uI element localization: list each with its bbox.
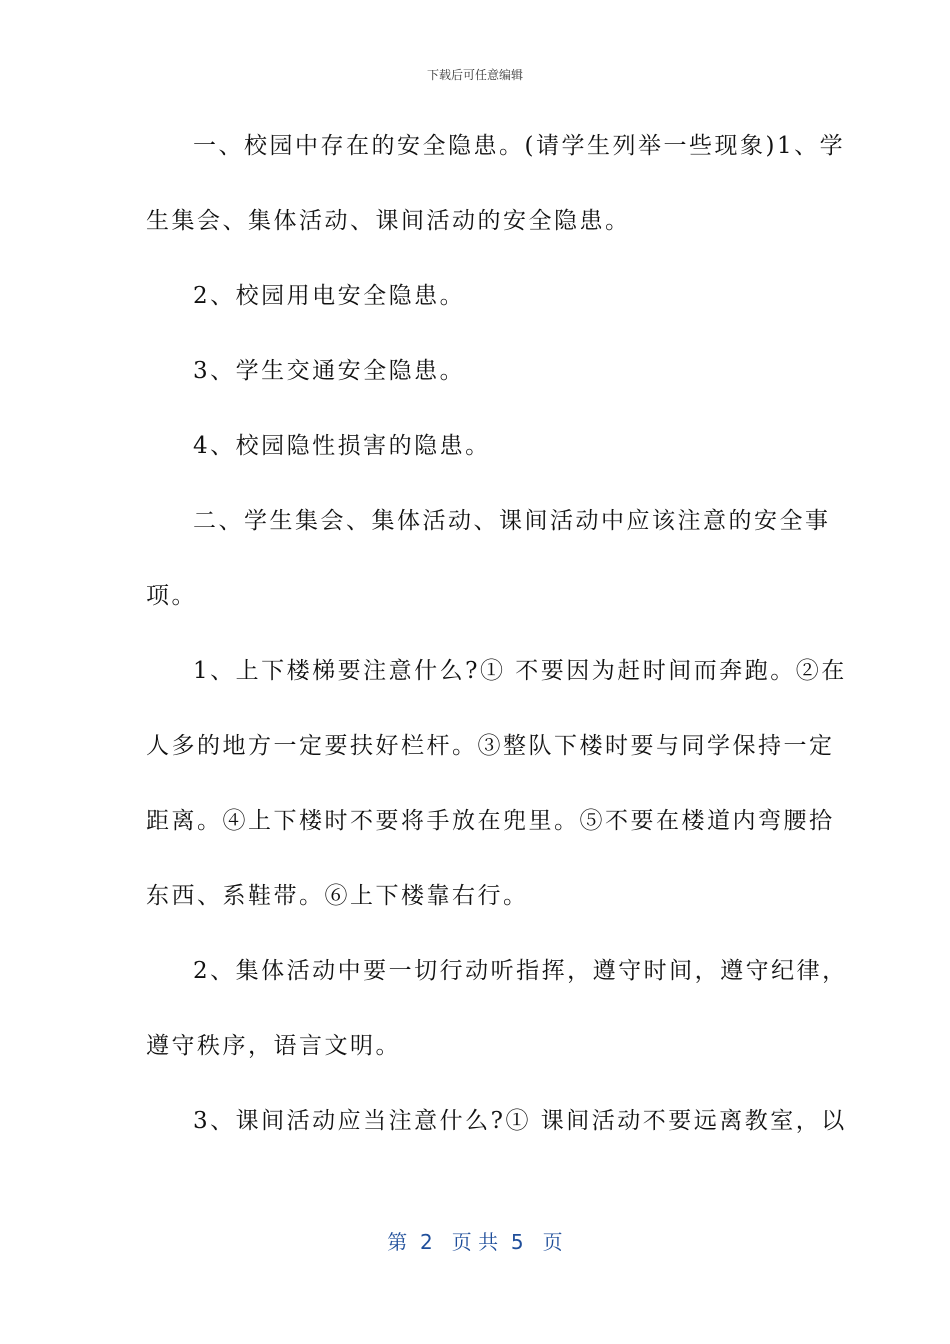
body-line: 一、校园中存在的安全隐患。(请学生列举一些现象)1、学 xyxy=(193,133,846,159)
body-line: 3、学生交通安全隐患。 xyxy=(193,358,466,384)
body-line: 生集会、集体活动、课间活动的安全隐患。 xyxy=(146,208,631,234)
body-line: 二、学生集会、集体活动、课间活动中应该注意的安全事 xyxy=(193,508,831,534)
body-line: 遵守秩序，语言文明。 xyxy=(146,1033,401,1059)
body-line: 1、上下楼梯要注意什么?① 不要因为赶时间而奔跑。②在 xyxy=(193,658,847,684)
page-number-footer: 第 2 页 共 5 页 xyxy=(387,1230,563,1254)
body-line: 东西、系鞋带。⑥上下楼靠右行。 xyxy=(146,883,529,909)
document-body xyxy=(146,126,848,1176)
body-line: 距离。④上下楼时不要将手放在兜里。⑤不要在楼道内弯腰拾 xyxy=(146,808,835,834)
body-line: 2、校园用电安全隐患。 xyxy=(193,283,466,309)
body-line: 项。 xyxy=(146,583,197,609)
body-line: 3、课间活动应当注意什么?① 课间活动不要远离教室，以 xyxy=(193,1108,847,1134)
body-line: 4、校园隐性损害的隐患。 xyxy=(193,433,491,459)
body-line: 人多的地方一定要扶好栏杆。③整队下楼时要与同学保持一定 xyxy=(146,733,835,759)
page-header-note: 下载后可任意编辑 xyxy=(426,68,523,82)
body-line: 2、集体活动中要一切行动听指挥，遵守时间，遵守纪律， xyxy=(193,958,848,984)
